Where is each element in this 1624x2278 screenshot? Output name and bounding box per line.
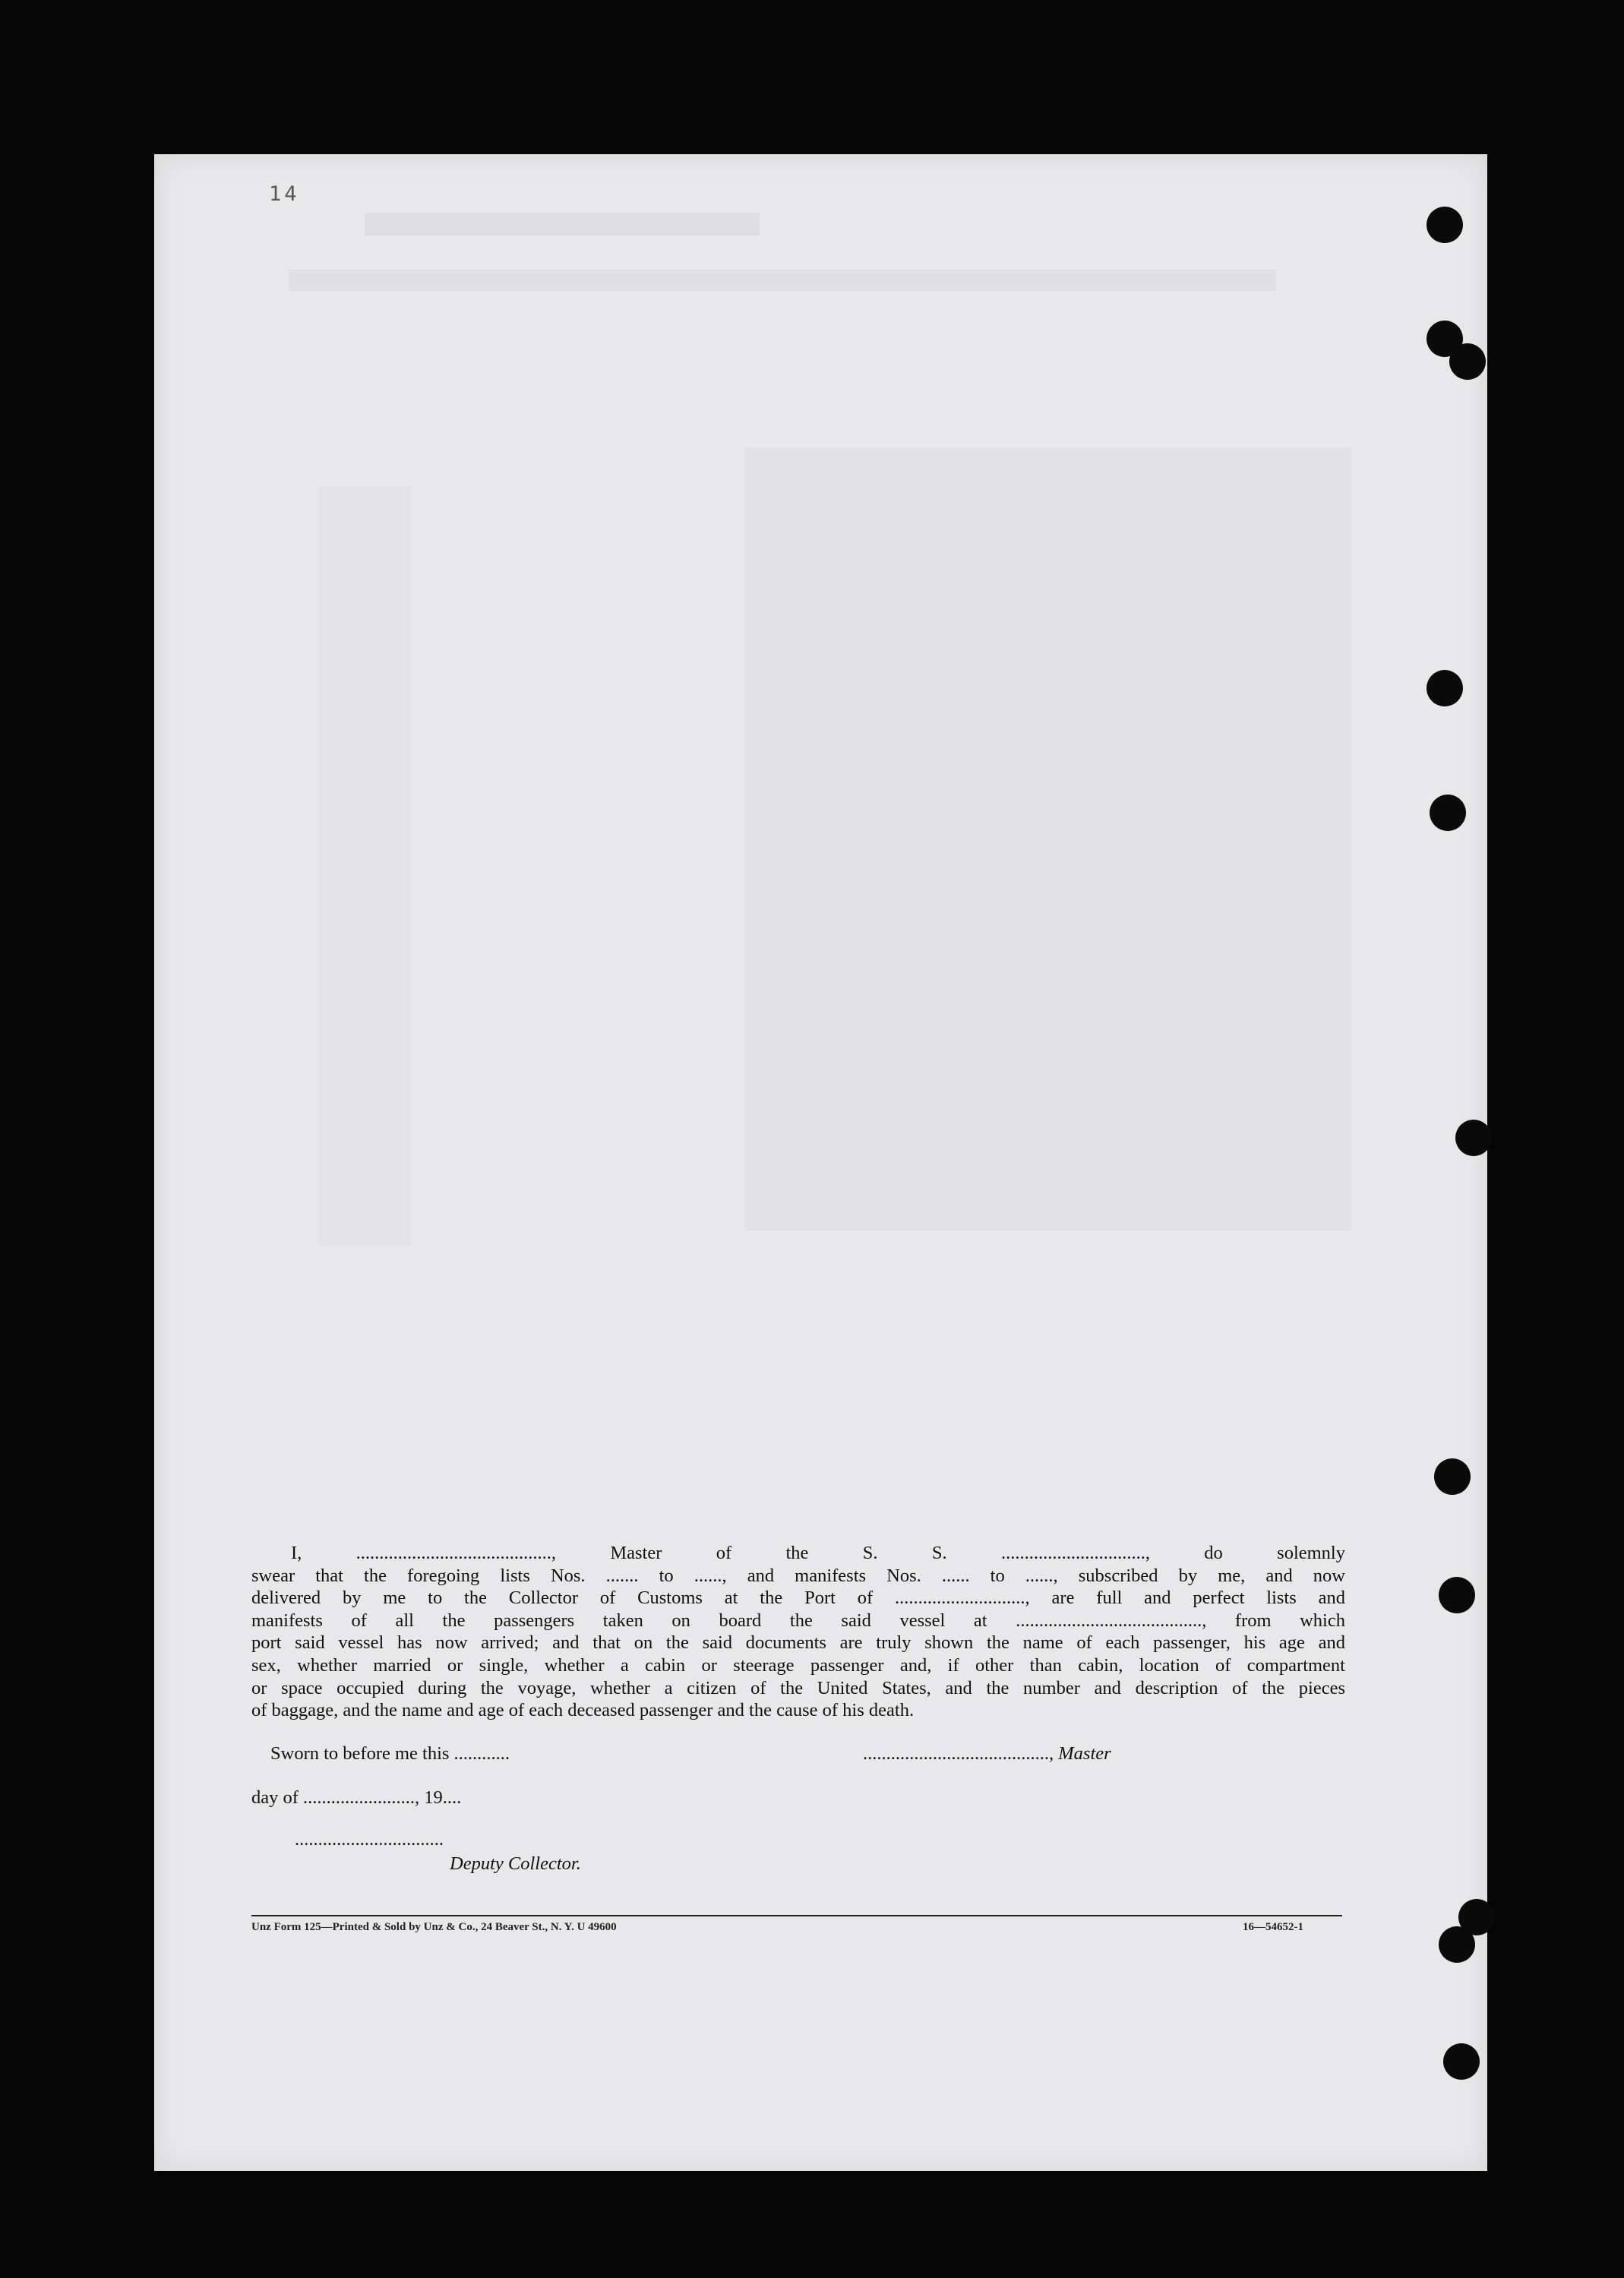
form-imprint: Unz Form 125—Printed & Sold by Unz & Co., 24 Beaver St., N. Y. U 49600	[251, 1921, 617, 1933]
page-number: 14	[269, 182, 300, 206]
oath-line: swear that the foregoing lists Nos. ....... to ......, and manifests Nos. ...... to ......, subscribed by me, and now	[251, 1565, 1345, 1586]
form-number: 16—54652-1	[1243, 1921, 1303, 1933]
footer-rule	[251, 1915, 1342, 1916]
binder-hole	[1427, 207, 1463, 243]
binder-hole	[1439, 1577, 1475, 1613]
binder-hole	[1439, 1926, 1475, 1963]
oath-line: I, .........................................., Master of the S. S. ..............................., do solemnly	[291, 1543, 1345, 1563]
oath-line: delivered by me to the Collector of Customs at the Port of ............................, are full and perfect lists and	[251, 1588, 1345, 1609]
oath-line: of baggage, and the name and age of each deceased passenger and the cause of his death.	[251, 1700, 915, 1721]
binder-hole	[1449, 343, 1486, 380]
sworn-line: Sworn to before me this ............	[270, 1743, 510, 1764]
oath-line: sex, whether married or single, whether a cabin or steerage passenger and, if other than cabin, location of compartment	[251, 1654, 1345, 1676]
oath-line: manifests of all the passengers taken on board the said vessel at ........................................, from which	[251, 1610, 1345, 1631]
master-label: Master	[1058, 1743, 1111, 1764]
deputy-collector-label: Deputy Collector.	[450, 1853, 581, 1874]
bleed-through	[744, 448, 1352, 1231]
day-of-line: day of ........................, 19....	[251, 1787, 462, 1808]
oath-line: port said vessel has now arrived; and that on the said documents are truly shown the name of each passenger, his age and	[251, 1632, 1345, 1654]
binder-hole	[1455, 1120, 1492, 1156]
binder-hole	[1427, 670, 1463, 706]
oath-line: or space occupied during the voyage, whether a citizen of the United States, and the number and description of the pieces	[251, 1677, 1345, 1698]
master-signature-dots: ........................................,	[863, 1743, 1054, 1764]
collector-signature-dots: ................................	[295, 1829, 444, 1850]
master-oath-paragraph	[251, 1542, 1345, 1722]
master-signature-line	[863, 1743, 1111, 1765]
bleed-through	[289, 270, 1276, 291]
binder-hole	[1430, 795, 1466, 831]
bleed-through	[365, 213, 760, 235]
binder-hole	[1434, 1458, 1471, 1495]
binder-hole	[1443, 2043, 1480, 2080]
bleed-through	[319, 486, 410, 1246]
